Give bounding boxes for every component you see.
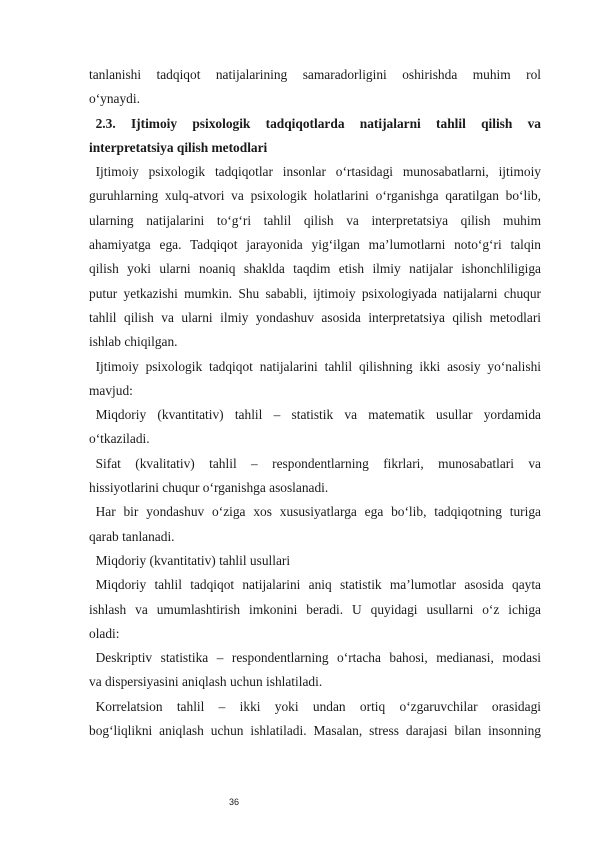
text-line: o‘tkaziladi.: [89, 431, 150, 447]
text-line: bog‘liqlikni aniqlash uchun ishlatiladi. Masalan, stress darajasi bilan insonning: [89, 723, 541, 739]
text-line: o‘ynaydi.: [89, 91, 140, 107]
text-line: Miqdoriy tahlil tadqiqot natijalarini aniq statistik ma’lumotlar asosida qayta: [95, 577, 541, 593]
text-line: 2.3. Ijtimoiy psixologik tadqiqotlarda natijalarni tahlil qilish va: [95, 115, 541, 131]
text-line: ularning natijalarini to‘g‘ri tahlil qilish va interpretatsiya qilish muhim: [89, 212, 541, 228]
text-line: Ijtimoiy psixologik tadqiqotlar insonlar o‘rtasidagi munosabatlarni, ijtimoiy: [95, 164, 541, 180]
text-line: ishlash va umumlashtirish imkonini beradi. U quyidagi usullarni o‘z ichiga: [89, 601, 541, 617]
text-line: qarab tanlanadi.: [89, 528, 175, 544]
text-line: Korrelatsion tahlil – ikki yoki undan ortiq o‘zgaruvchilar orasidagi: [95, 698, 541, 714]
text-line: qilish yoki ularni noaniq shaklda taqdim etish ilmiy natijalar ishonchliligiga: [89, 261, 541, 277]
text-line: Sifat (kvalitativ) tahlil – respondentlarning fikrlari, munosabatlari va: [95, 455, 541, 471]
page-number: 36: [229, 797, 240, 807]
text-line: putur yetkazishi mumkin. Shu sababli, ijtimoiy psixologiyada natijalarni chuqur: [89, 285, 541, 301]
text-line: Deskriptiv statistika – respondentlarning o‘rtacha bahosi, medianasi, modasi: [95, 650, 541, 666]
text-line: Miqdoriy (kvantitativ) tahlil – statistik va matematik usullar yordamida: [95, 407, 541, 423]
text-line: Miqdoriy (kvantitativ) tahlil usullari: [95, 552, 291, 568]
text-line: mavjud:: [89, 382, 133, 398]
text-line: hissiyotlarini chuqur o‘rganishga asoslanadi.: [89, 480, 329, 496]
text-line: Har bir yondashuv o‘ziga xos xususiyatlarga ega bo‘lib, tadqiqotning turiga: [95, 504, 541, 520]
text-line: oladi:: [89, 625, 120, 641]
text-line: ahamiyatga ega. Tadqiqot jarayonida yig‘ilgan ma’lumotlarni noto‘g‘ri talqin: [89, 237, 541, 253]
text-line: va dispersiyasini aniqlash uchun ishlatiladi.: [89, 674, 323, 690]
text-line: tanlanishi tadqiqot natijalarining samaradorligini oshirishda muhim rol: [89, 67, 541, 82]
text-line: interpretatsiya qilish metodlari: [89, 139, 268, 155]
text-line: ishlab chiqilgan.: [89, 334, 178, 350]
document-body: [89, 63, 541, 743]
text-line: Ijtimoiy psixologik tadqiqot natijalarini tahlil qilishning ikki asosiy yo‘nalishi: [95, 358, 541, 374]
text-line: tahlil qilish va ularni ilmiy yondashuv asosida interpretatsiya qilish metodlari: [89, 309, 541, 325]
text-line: guruhlarning xulq-atvori va psixologik holatlarini o‘rganishga qaratilgan bo‘lib,: [89, 188, 541, 204]
